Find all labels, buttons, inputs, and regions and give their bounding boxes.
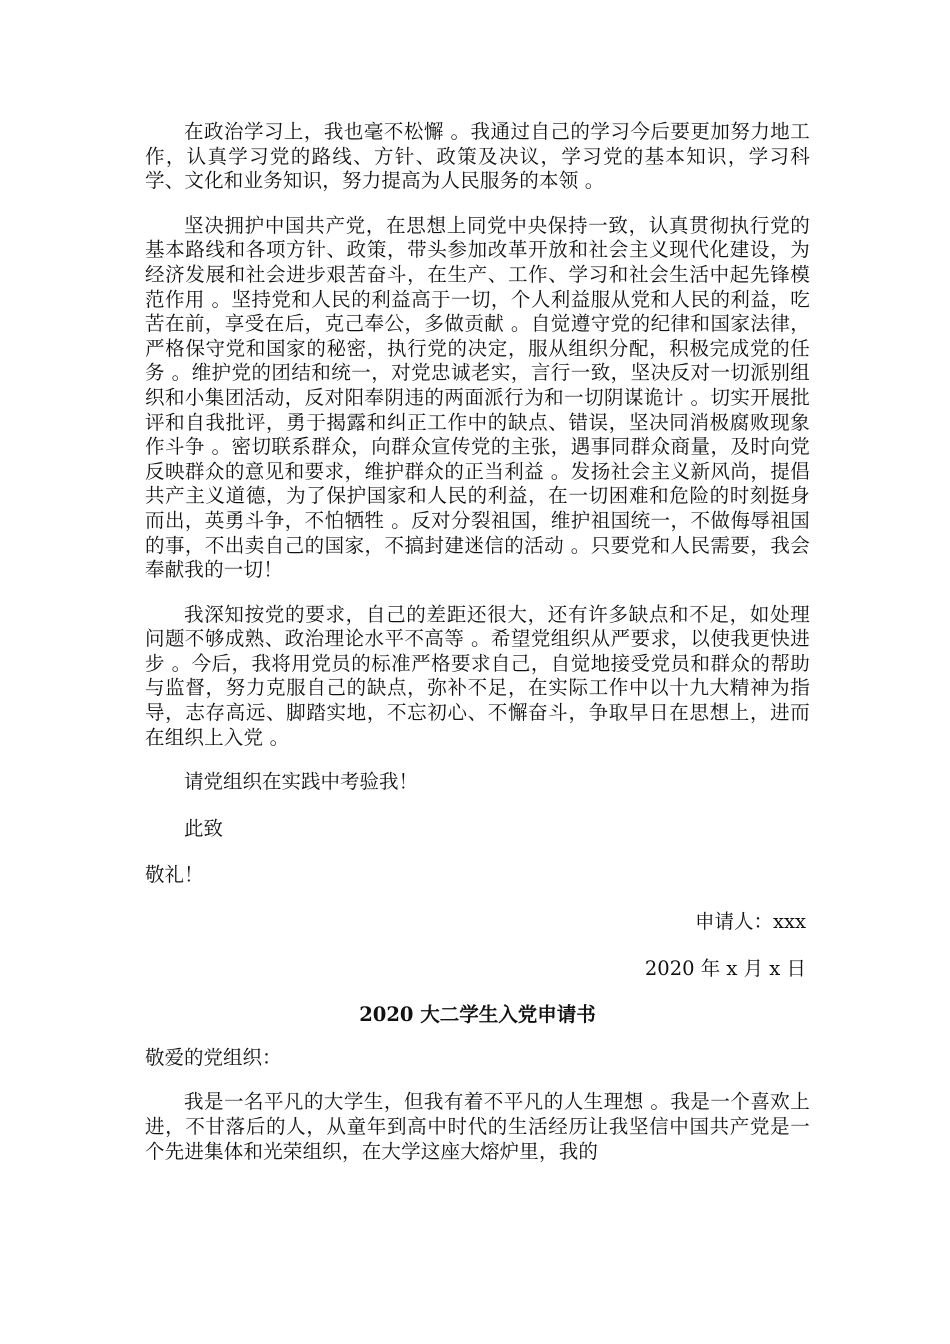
applicant-signature: 申请人：xxx xyxy=(695,910,806,934)
second-letter-paragraph: 我是一名平凡的大学生，但我有着不平凡的人生理想 。我是一个喜欢上进，不甘落后的人，从童年到高中时代的生活经历让我坚信中国共产党是一个先进集体和光荣组织，在大学这座大熔炉里，我的 xyxy=(145,1090,810,1163)
paragraph-party-support: 坚决拥护中国共产党，在思想上同党中央保持一致，认真贯彻执行党的基本路线和各项方针、政策，带头参加改革开放和社会主义现代化建设，为经济发展和社会进步艰苦奋斗，在生产、工作、学习和社会生活中起先锋模范作用 。坚持党和人民的利益高于一切，个人利益服从党和人民的利益，吃苦在前，享受在后，克己奉公，多做贡献 。自觉遵守党的纪律和国家法律，严格保守党和国家的秘密，执行党的决定，服从组织分配，积极完成党的任务 。维护党的团结和统一，对党忠诚老实，言行一致，坚决反对一切派别组织和小集团活动，反对阳奉阴违的两面派行为和一切阴谋诡计 。切实开展批评和自我批评，勇于揭露和纠正工作中的缺点、错误，坚决同消极腐败现象作斗争 。密切联系群众，向群众宣传党的主张，遇事同群众商量，及时向党反映群众的意见和要求，维护群众的正当利益 。发扬社会主义新风尚，提倡共产主义道德，为了保护国家和人民的利益，在一切困难和危险的时刻挺身而出，英勇斗争，不怕牺牲 。反对分裂祖国，维护祖国统一，不做侮辱祖国的事，不出卖自己的国家，不搞封建迷信的活动 。只要党和人民需要，我会奉献我的一切！ xyxy=(145,213,810,582)
closing-request: 请党组织在实践中考验我！ xyxy=(184,770,419,794)
application-date: 2020 年 x 月 x 日 xyxy=(644,956,806,980)
document-page xyxy=(145,120,810,1164)
paragraph-self-assessment: 我深知按党的要求，自己的差距还很大，还有许多缺点和不足，如处理问题不够成熟、政治理论水平不高等 。希望党组织从严要求，以使我更快进步 。今后，我将用党员的标准严格要求自己，自觉地接受党员和群众的帮助与监督，努力克服自己的缺点，弥补不足，在实际工作中以十九大精神为指导，志存高远、脚踏实地，不忘初心、不懈奋斗，争取早日在思想上，进而在组织上入党 。 xyxy=(145,602,810,749)
paragraph-political-study: 在政治学习上，我也毫不松懈 。我通过自己的学习今后要更加努力地工作，认真学习党的路线、方针、政策及决议，学习党的基本知识，学习科学、文化和业务知识，努力提高为人民服务的本领 。 xyxy=(145,120,810,193)
closing-cizhi: 此致 xyxy=(184,816,224,840)
closing-jingli: 敬礼！ xyxy=(145,863,204,887)
second-letter-greeting: 敬爱的党组织： xyxy=(145,1045,282,1069)
second-letter-title: 2020 大二学生入党申请书 xyxy=(359,1003,596,1027)
